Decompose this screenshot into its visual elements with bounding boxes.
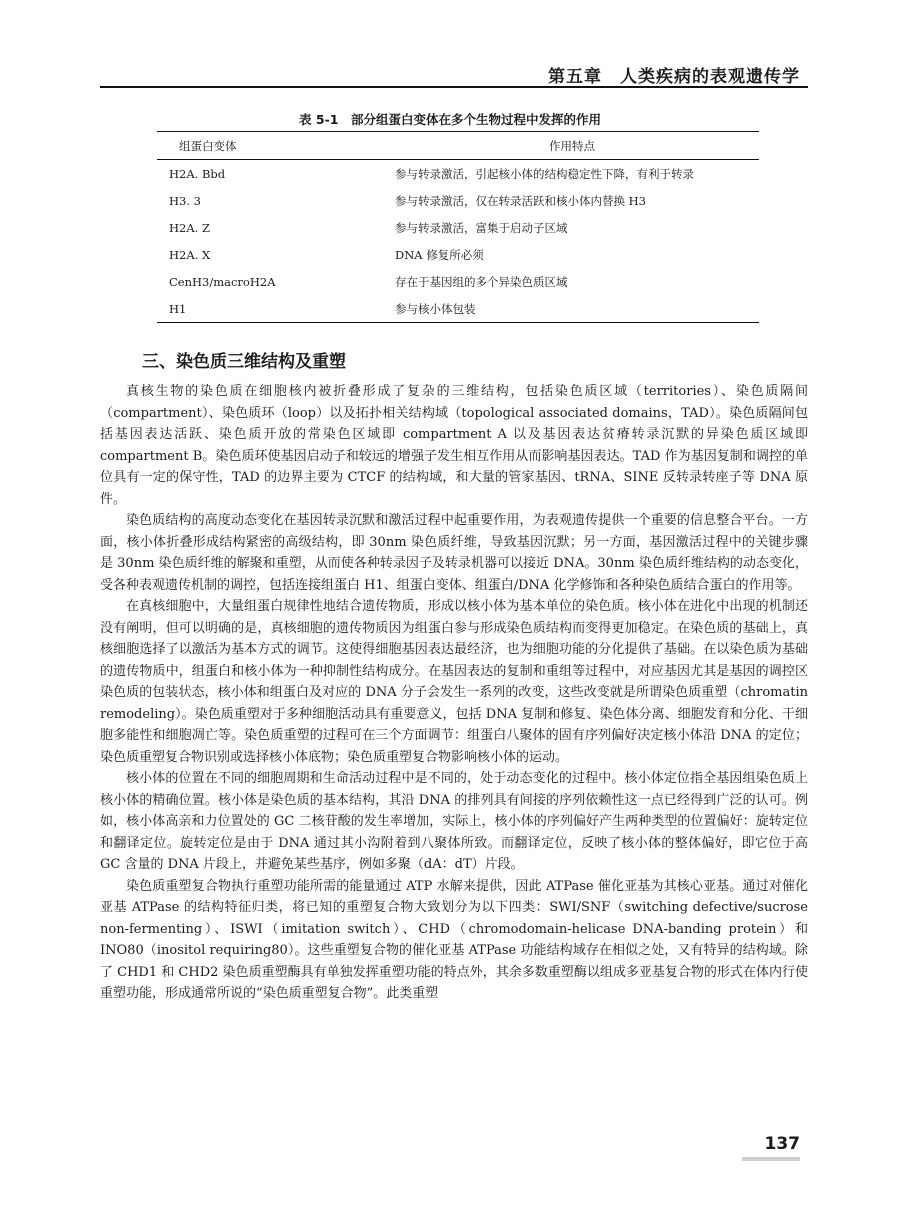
table-row bbox=[157, 295, 759, 322]
variant-cell: H3. 3 bbox=[169, 193, 201, 208]
role-cell: 参与转录激活，仅在转录活跃和核小体内替换 H3 bbox=[395, 193, 646, 208]
role-cell: 存在于基因组的多个异染色质区域 bbox=[395, 274, 568, 289]
variant-cell: H2A. X bbox=[169, 247, 211, 262]
page-number-rule bbox=[742, 1157, 800, 1161]
paragraph: 染色质结构的高度动态变化在基因转录沉默和激活过程中起重要作用，为表观遗传提供一个重要的信息整合平台。一方面，核小体折叠形成结构紧密的高级结构，即 30nm 染色质纤维，导致基因沉默；另一方面，基因激活过程中的关键步骤是 30nm 染色质纤维的解聚和重塑，从而使各种转录因子及转录机器可以接近 DNA。30nm 染色质纤维结构的动态变化，受各种表观遗传机制的调控，包括连接组蛋白 H1、组蛋白变体、组蛋白/DNA 化学修饰和各种染色质结合蛋白的作用等。 bbox=[100, 513, 808, 593]
table-header-row bbox=[157, 132, 759, 160]
table-row bbox=[157, 160, 759, 187]
section-title: 三、染色质三维结构及重塑 bbox=[142, 352, 346, 372]
role-cell: 参与转录激活，富集于启动子区域 bbox=[395, 220, 568, 235]
table-row bbox=[157, 214, 759, 241]
variant-cell: CenH3/macroH2A bbox=[169, 274, 276, 289]
role-cell: 参与转录激活，引起核小体的结构稳定性下降，有利于转录 bbox=[395, 166, 694, 181]
table-header-variant: 组蛋白变体 bbox=[179, 138, 237, 153]
paragraph: 染色质重塑复合物执行重塑功能所需的能量通过 ATP 水解来提供，因此 ATPase 催化亚基为其核心亚基。通过对催化亚基 ATPase 的结构特征归类，将已知的重塑复合物大致划分为以下四类：SWI/SNF（switching defective/sucrose non-fermenting）、ISWI（imitation switch）、CHD（chromodomain-helicase DNA-banding protein）和 INO80（inositol requiring80）。这些重塑复合物的催化亚基 ATPase 功能结构域存在相似之处，又有特异的结构域。除了 CHD1 和 CHD2 染色质重塑酶具有单独发挥重塑功能的特点外，其余多数重塑酶以组成多亚基复合物的形式在体内行使重塑功能，形成通常所说的“染色质重塑复合物”。此类重塑 bbox=[100, 878, 808, 1001]
paragraph: 在真核细胞中，大量组蛋白规律性地结合遗传物质，形成以核小体为基本单位的染色质。核小体在进化中出现的机制还没有阐明，但可以明确的是，真核细胞的遗传物质因为组蛋白参与形成染色质结构而变得更加稳定。在染色质的基础上，真核细胞选择了以激活为基本方式的调节。这使得细胞基因表达最经济，也为细胞功能的分化提供了基础。在以染色质为基础的遗传物质中，组蛋白和核小体为一种抑制性结构成分。在基因表达的复制和重组等过程中，对应基因尤其是基因的调控区染色质的包装状态，核小体和组蛋白及对应的 DNA 分子会发生一系列的改变，这些改变就是所谓染色质重塑（chromatin remodeling）。染色质重塑对于多种细胞活动具有重要意义，包括 DNA 复制和修复、染色体分离、细胞发育和分化、干细胞多能性和细胞凋亡等。染色质重塑的过程可在三个方面调节：组蛋白八聚体的固有序列偏好决定核小体沿 DNA 的定位；染色质重塑复合物识别或选择核小体底物；染色质重塑复合物影响核小体的运动。 bbox=[100, 599, 808, 765]
variant-cell: H2A. Bbd bbox=[169, 166, 226, 181]
table-caption: 表 5-1 部分组蛋白变体在多个生物过程中发挥的作用 bbox=[299, 112, 601, 127]
page-number: 137 bbox=[764, 1134, 800, 1154]
table-row bbox=[157, 241, 759, 268]
paragraph: 真核生物的染色质在细胞核内被折叠形成了复杂的三维结构，包括染色质区域（territories）、染色质隔间（compartment）、染色质环（loop）以及拓扑相关结构域（topological associated domains，TAD）。染色质隔间包括基因表达活跃、染色质开放的常染色区域即 compartment A 以及基因表达贫瘠转录沉默的异染色质区域即 compartment B。染色质环使基因启动子和较远的增强子发生相互作用从而影响基因表达。TAD 作为基因复制和调控的单位具有一定的保守性，TAD 的边界主要为 CTCF 的结构域，和大量的管家基因、tRNA、SINE 反转录转座子等 DNA 原件。 bbox=[100, 384, 808, 507]
paragraph: 核小体的位置在不同的细胞周期和生命活动过程中是不同的，处于动态变化的过程中。核小体定位指全基因组染色质上核小体的精确位置。核小体是染色质的基本结构，其沿 DNA 的排列具有间接的序列依赖性这一点已经得到广泛的认可。例如，核小体高亲和力位置处的 GC 二核苷酸的发生率增加，实际上，核小体的序列偏好产生两种类型的位置偏好：旋转定位和翻译定位。旋转定位是由于 DNA 通过其小沟附着到八聚体所致。而翻译定位，反映了核小体的整体偏好，即它位于高 GC 含量的 DNA 片段上，并避免某些基序，例如多聚（dA：dT）片段。 bbox=[100, 771, 808, 872]
variant-cell: H2A. Z bbox=[169, 220, 210, 235]
role-cell: DNA 修复所必须 bbox=[395, 247, 484, 262]
role-cell: 参与核小体包装 bbox=[395, 301, 476, 316]
variant-cell: H1 bbox=[169, 301, 187, 316]
histone-variant-table bbox=[157, 131, 759, 323]
table-row bbox=[157, 268, 759, 295]
running-header: 第五章 人类疾病的表观遗传学 bbox=[548, 67, 800, 87]
header-rule bbox=[100, 86, 808, 88]
body-text bbox=[100, 381, 808, 1005]
table-row bbox=[157, 187, 759, 214]
table-header-role: 作用特点 bbox=[549, 138, 595, 153]
